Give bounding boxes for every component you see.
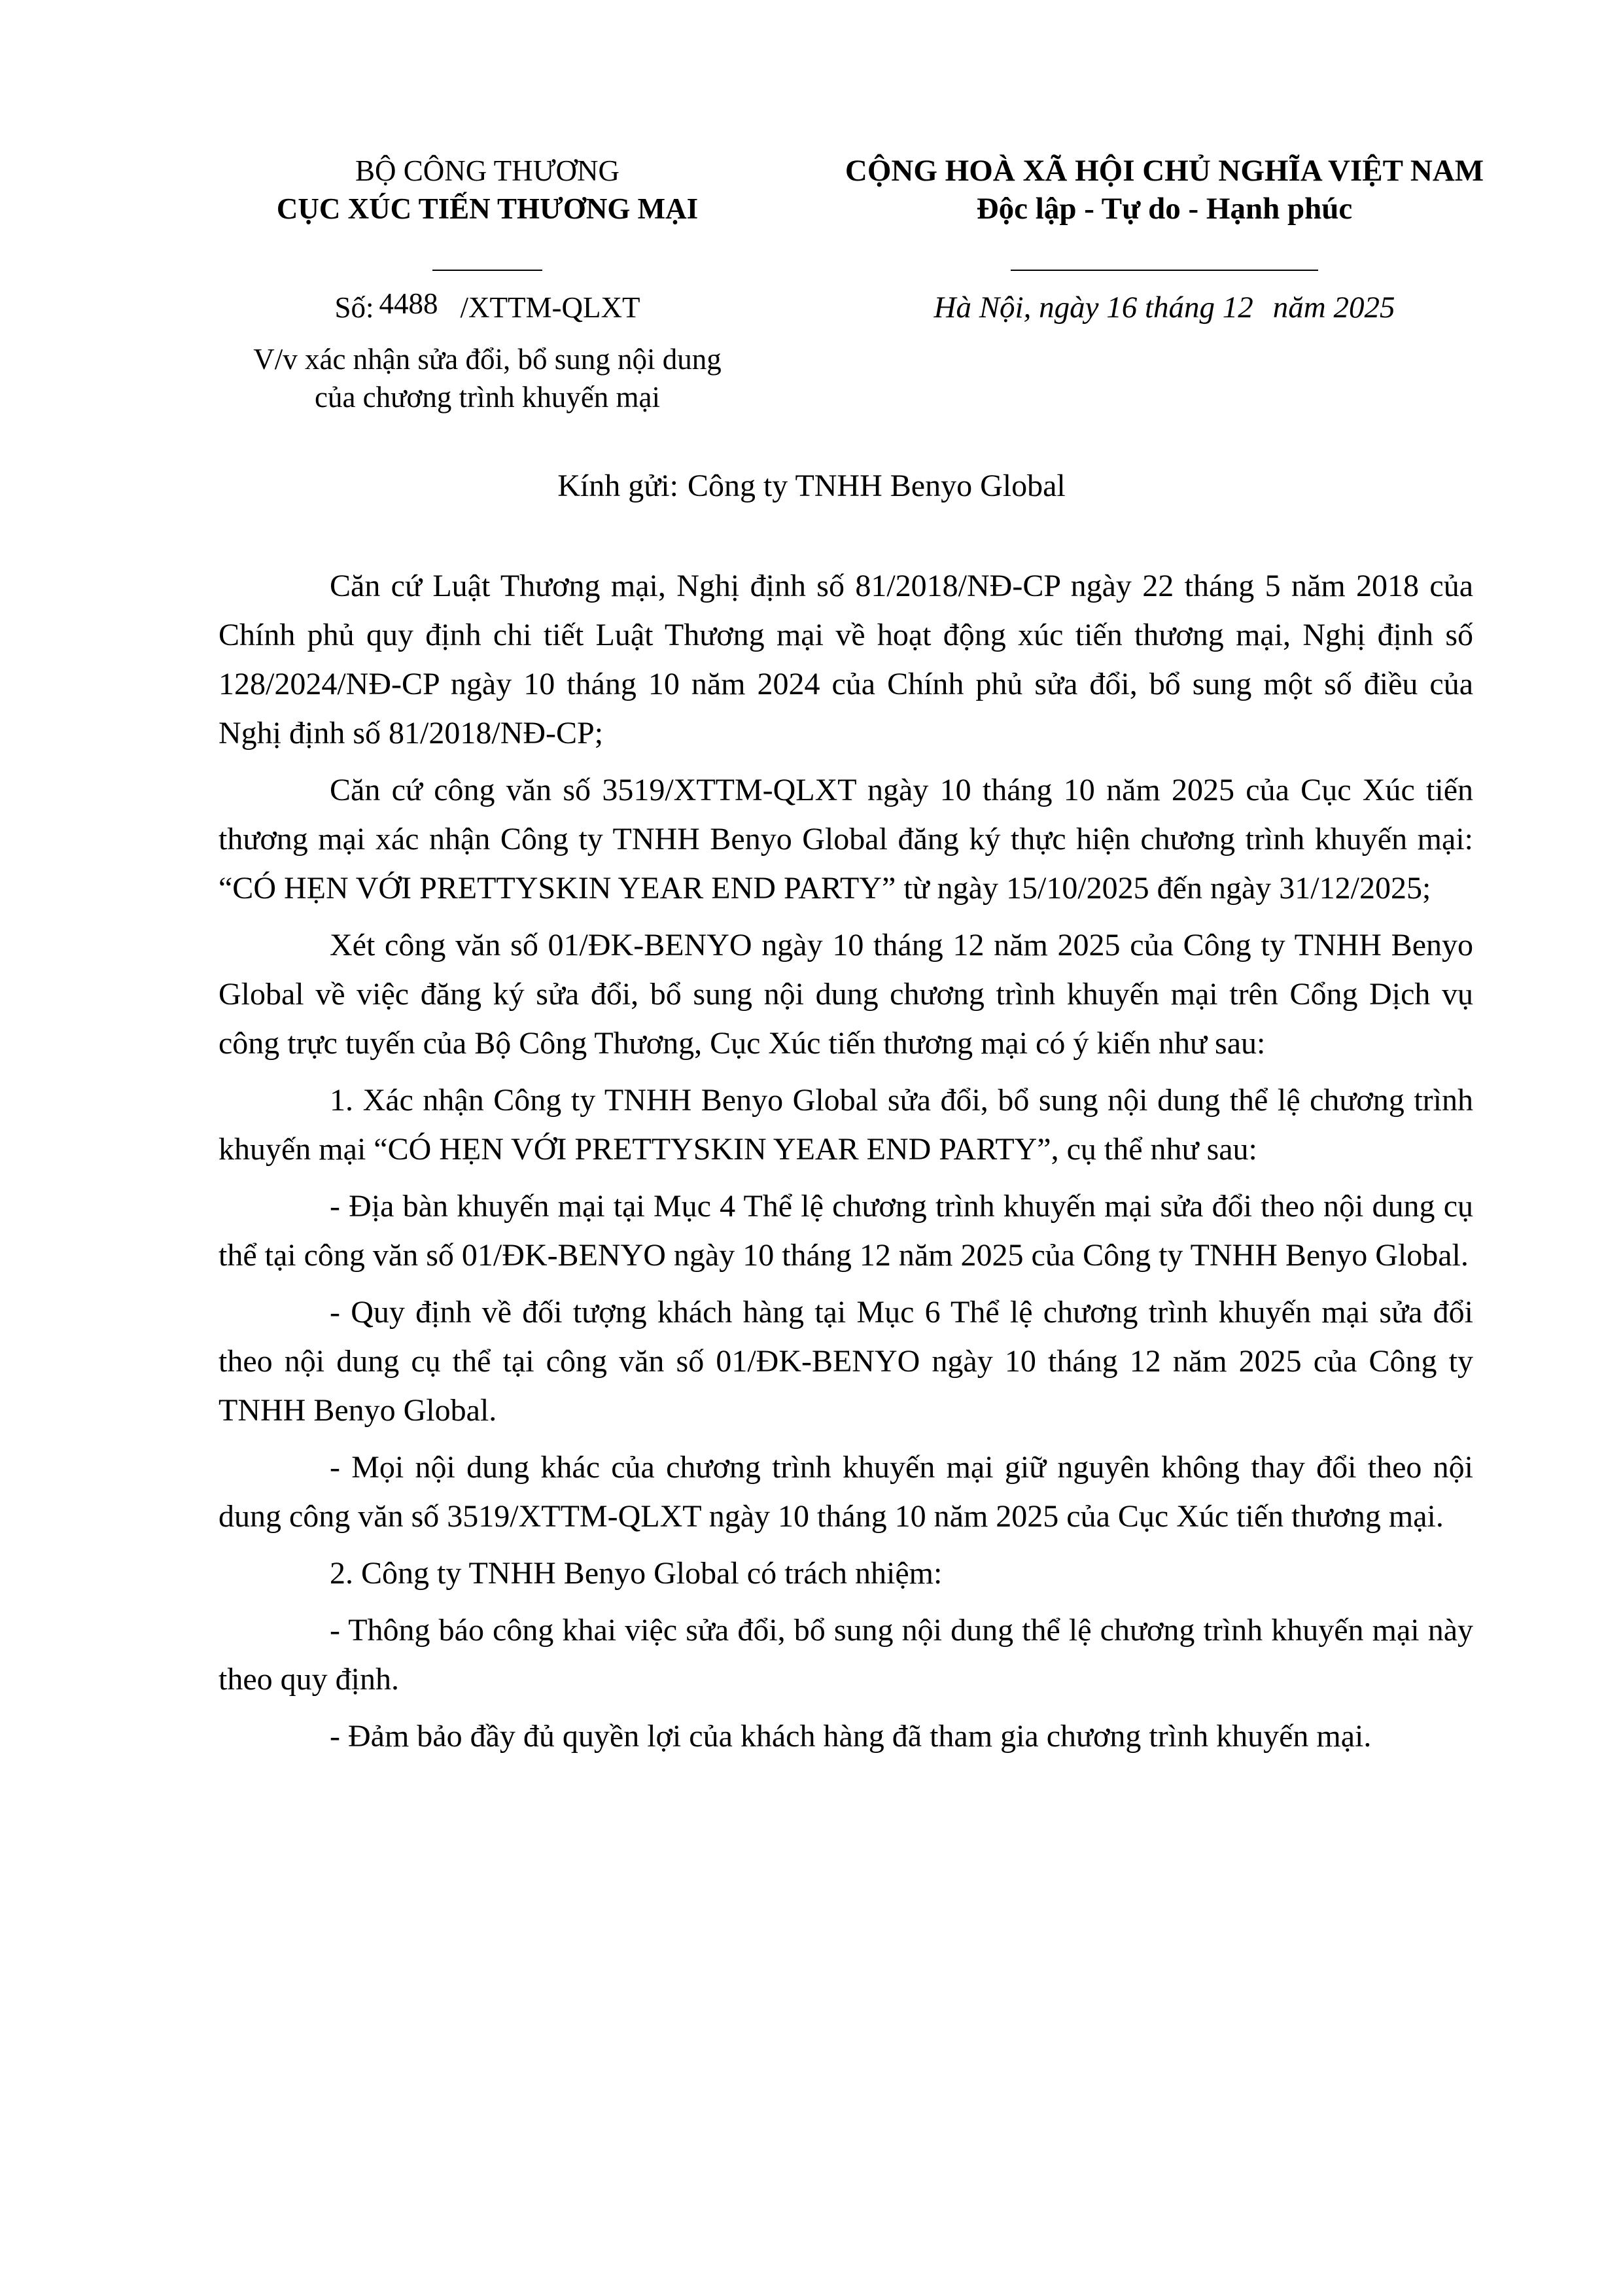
national-title: CỘNG HOÀ XÃ HỘI CHỦ NGHĨA VIỆT NAM	[845, 154, 1484, 188]
letter-body	[218, 561, 1473, 1769]
recipient-label: Kính gửi:	[557, 468, 678, 503]
national-heading-block	[805, 152, 1524, 327]
body-paragraph: Xét công văn số 01/ĐK-BENYO ngày 10 tháng 12 năm 2025 của Công ty TNHH Benyo Global về việc đăng ký sửa đổi, bổ sung nội dung chương trình khuyến mại trên Cổng Dịch vụ công trực tuyến của Bộ Công Thương, Cục Xúc tiến thương mại có ý kiến như sau:	[218, 928, 1473, 1061]
national-motto: Độc lập - Tự do - Hạnh phúc	[976, 192, 1353, 226]
issuing-agency-block	[216, 152, 759, 416]
recipient-name: Công ty TNHH Benyo Global	[687, 468, 1066, 503]
place-and-date	[805, 288, 1524, 327]
body-paragraph: Căn cứ Luật Thương mại, Nghị định số 81/2018/NĐ-CP ngày 22 tháng 5 năm 2018 của Chính phủ quy định chi tiết Luật Thương mại về hoạt động xúc tiến thương mại, Nghị định số 128/2024/NĐ-CP ngày 10 tháng 10 năm 2024 của Chính phủ sửa đổi, bổ sung một số điều của Nghị định số 81/2018/NĐ-CP;	[218, 569, 1473, 751]
body-paragraph: - Thông báo công khai việc sửa đổi, bổ sung nội dung thể lệ chương trình khuyến mại này theo quy định.	[218, 1613, 1473, 1697]
agency-divider	[432, 270, 542, 271]
agency-name: CỤC XÚC TIẾN THƯƠNG MẠI	[276, 192, 699, 225]
document-number-label: Số:	[334, 291, 374, 324]
place-date-prefix: Hà Nội, ngày 16 tháng 12	[934, 291, 1253, 325]
document-subject	[216, 340, 759, 416]
body-paragraph: - Địa bàn khuyến mại tại Mục 4 Thể lệ chương trình khuyến mại sửa đổi theo nội dung cụ thể tại công văn số 01/ĐK-BENYO ngày 10 tháng 12 năm 2025 của Công ty TNHH Benyo Global.	[218, 1189, 1473, 1273]
recipient-line	[0, 467, 1623, 506]
body-paragraph: 1. Xác nhận Công ty TNHH Benyo Global sửa đổi, bổ sung nội dung thể lệ chương trình khuyến mại “CÓ HẸN VỚI PRETTYSKIN YEAR END PARTY”, cụ thể như sau:	[218, 1083, 1473, 1167]
subject-line: của chương trình khuyến mại	[314, 381, 661, 414]
body-paragraph: Căn cứ công văn số 3519/XTTM-QLXT ngày 10 tháng 10 năm 2025 của Cục Xúc tiến thương mại xác nhận Công ty TNHH Benyo Global đăng ký thực hiện chương trình khuyến mại: “CÓ HẸN VỚI PRETTYSKIN YEAR END PARTY” từ ngày 15/10/2025 đến ngày 31/12/2025;	[218, 773, 1473, 906]
document-number-suffix: /XTTM-QLXT	[460, 291, 640, 324]
body-paragraph: 2. Công ty TNHH Benyo Global có trách nhiệm:	[330, 1556, 943, 1591]
motto-divider	[1011, 270, 1318, 271]
ministry-name: BỘ CÔNG THƯƠNG	[355, 154, 620, 187]
document-number	[216, 288, 759, 327]
body-paragraph: - Đảm bảo đầy đủ quyền lợi của khách hàng đã tham gia chương trình khuyến mại.	[330, 1719, 1372, 1754]
subject-line: V/v xác nhận sửa đổi, bổ sung nội dung	[253, 343, 722, 376]
document-number-value: 4488	[379, 287, 438, 320]
body-paragraph: - Quy định về đối tượng khách hàng tại Mục 6 Thể lệ chương trình khuyến mại sửa đổi theo nội dung cụ thể tại công văn số 01/ĐK-BENYO ngày 10 tháng 12 năm 2025 của Công ty TNHH Benyo Global.	[218, 1295, 1473, 1428]
place-date-year: năm 2025	[1272, 291, 1395, 325]
body-paragraph: - Mọi nội dung khác của chương trình khuyến mại giữ nguyên không thay đổi theo nội dung công văn số 3519/XTTM-QLXT ngày 10 tháng 10 năm 2025 của Cục Xúc tiến thương mại.	[218, 1450, 1473, 1534]
